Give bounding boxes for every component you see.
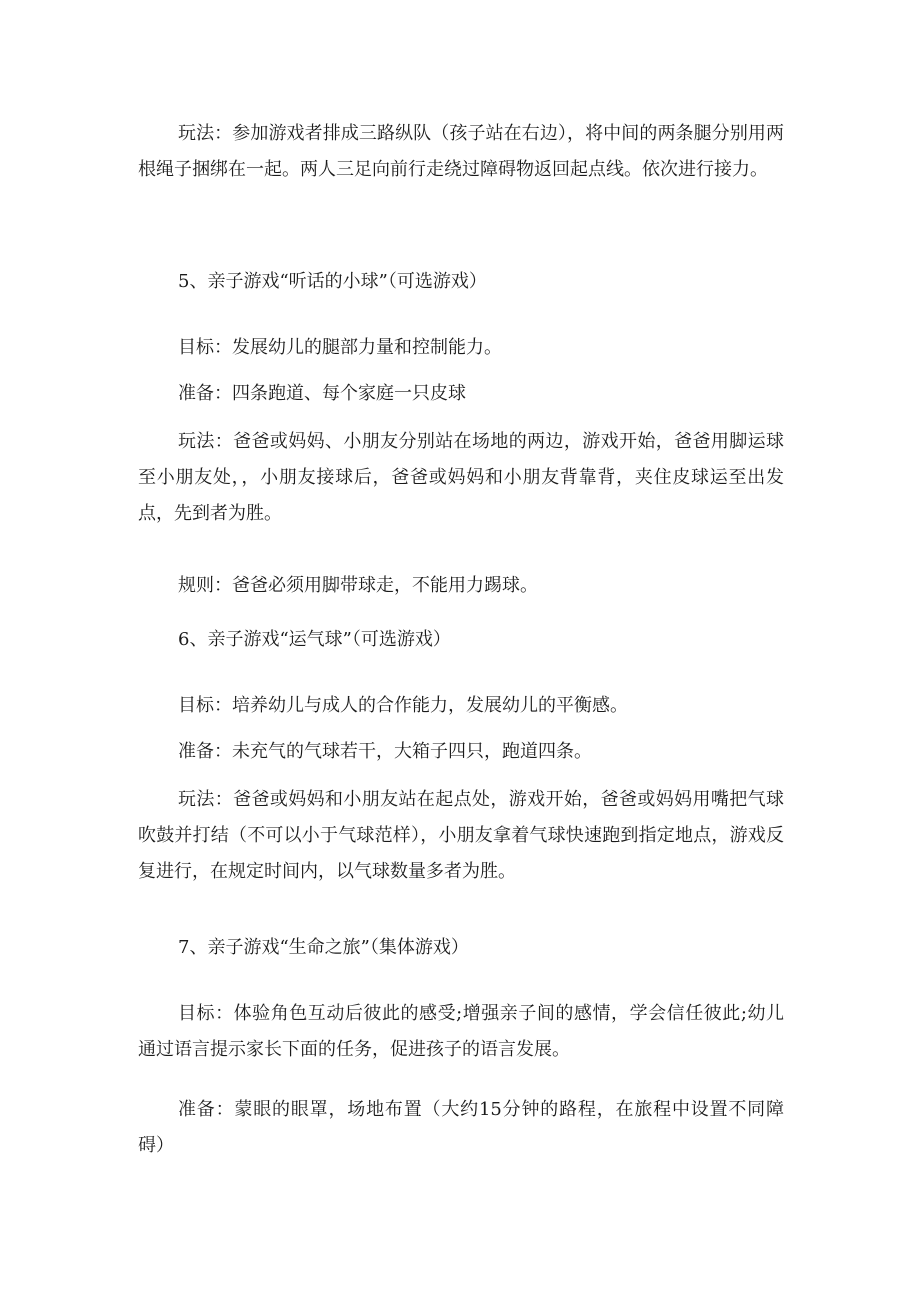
paragraph-goal-7: 目标：体验角色互动后彼此的感受;增强亲子间的感情，学会信任彼此;幼儿通过语言提示家长下面的任务，促进孩子的语言发展。 <box>138 1003 784 1060</box>
paragraph-play-6: 玩法：爸爸或妈妈和小朋友站在起点处，游戏开始，爸爸或妈妈用嘴把气球吹鼓并打结（不可以小于气球范样），小朋友拿着气球快速跑到指定地点，游戏反复进行，在规定时间内，以气球数量多者为胜。 <box>138 789 784 882</box>
paragraph-goal-5: 目标：发展幼儿的腿部力量和控制能力。 <box>178 337 502 358</box>
paragraph-prep-6: 准备：未充气的气球若干，大箱子四只，跑道四条。 <box>178 741 592 762</box>
paragraph-prep-7: 准备：蒙眼的眼罩，场地布置（大约15分钟的路程，在旅程中设置不同障碍） <box>138 1099 784 1156</box>
paragraph-goal-6: 目标：培养幼儿与成人的合作能力，发展幼儿的平衡感。 <box>178 695 628 716</box>
section-heading-5: 5、亲子游戏“听话的小球”（可选游戏） <box>178 271 487 292</box>
paragraph-rule-5: 规则：爸爸必须用脚带球走，不能用力踢球。 <box>178 575 538 596</box>
paragraph-prep-5: 准备：四条跑道、每个家庭一只皮球 <box>178 383 466 404</box>
paragraph-play-5: 玩法：爸爸或妈妈、小朋友分别站在场地的两边，游戏开始，爸爸用脚运球至小朋友处，，小朋友接球后，爸爸或妈妈和小朋友背靠背，夹住皮球运至出发点，先到者为胜。 <box>138 431 784 524</box>
paragraph-rules-three-legged: 玩法：参加游戏者排成三路纵队（孩子站在右边），将中间的两条腿分别用两根绳子捆绑在一起。两人三足向前行走绕过障碍物返回起点线。依次进行接力。 <box>138 123 784 180</box>
section-heading-7: 7、亲子游戏“生命之旅”（集体游戏） <box>178 937 469 958</box>
section-heading-6: 6、亲子游戏“运气球”（可选游戏） <box>178 629 451 650</box>
